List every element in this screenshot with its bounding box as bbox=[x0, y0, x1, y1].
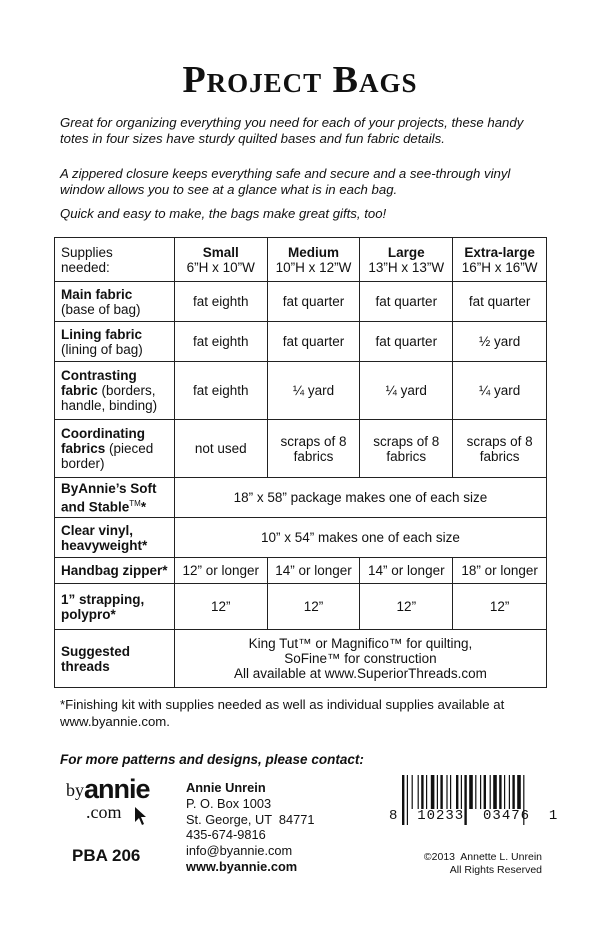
table-span-cell: 10” x 54” makes one of each size bbox=[174, 518, 546, 558]
table-span-cell: 18” x 58” package makes one of each size bbox=[174, 478, 546, 518]
barcode-number: 8 10233 03476 1 bbox=[389, 808, 559, 824]
row-label-note: (base of bag) bbox=[61, 301, 141, 317]
table-row bbox=[55, 630, 547, 688]
size-header-small bbox=[174, 238, 267, 282]
contact-address bbox=[186, 780, 315, 875]
table-cell: 12” bbox=[360, 584, 453, 630]
table-header-row bbox=[55, 238, 547, 282]
contact-heading: For more patterns and designs, please contact: bbox=[60, 752, 364, 767]
copyright-line: ©2013 Annette L. Unrein bbox=[423, 851, 542, 863]
footnote: *Finishing kit with supplies needed as well as individual supplies available at www.byannie.com. bbox=[60, 697, 505, 729]
row-label-bold: Contrasting fabric bbox=[61, 368, 137, 398]
size-name: Medium bbox=[288, 244, 340, 260]
row-label-handbag-zipper bbox=[55, 558, 175, 584]
size-dims: 6”H x 10”W bbox=[186, 259, 255, 275]
size-dims: 13”H x 13”W bbox=[368, 259, 445, 275]
table-cell: ¼ yard bbox=[360, 362, 453, 420]
contact-phone: 435-674-9816 bbox=[186, 827, 266, 843]
copyright bbox=[394, 851, 542, 877]
table-cell: fat quarter bbox=[360, 322, 453, 362]
table-cell: ¼ yard bbox=[453, 362, 547, 420]
row-label-strapping bbox=[55, 584, 175, 630]
row-label-coordinating-fabrics bbox=[55, 420, 175, 478]
table-cell: 12” bbox=[174, 584, 267, 630]
table-cell: scraps of 8 fabrics bbox=[453, 420, 547, 478]
row-label-bold: 1” strapping, polypro* bbox=[61, 591, 145, 622]
row-label-contrasting-fabric bbox=[55, 362, 175, 420]
table-cell: fat quarter bbox=[453, 282, 547, 322]
row-label-bold: Clear vinyl, heavyweight* bbox=[61, 522, 148, 553]
table-cell: not used bbox=[174, 420, 267, 478]
table-cell: 12” or longer bbox=[174, 558, 267, 584]
table-row bbox=[55, 558, 547, 584]
size-header-large bbox=[360, 238, 453, 282]
table-row bbox=[55, 518, 547, 558]
table-cell: fat eighth bbox=[174, 282, 267, 322]
table-cell: 12” bbox=[267, 584, 360, 630]
contact-po-box: P. O. Box 1003 bbox=[186, 795, 272, 811]
size-dims: 10”H x 12”W bbox=[275, 259, 352, 275]
contact-city: St. George, UT 84771 bbox=[186, 811, 315, 827]
mouse-cursor-icon bbox=[134, 806, 148, 826]
table-cell: fat quarter bbox=[267, 322, 360, 362]
trademark-mark: TM bbox=[129, 498, 141, 508]
row-label-note: (pieced border) bbox=[61, 441, 154, 471]
supplies-needed-header bbox=[55, 238, 175, 282]
table-cell: 18” or longer bbox=[453, 558, 547, 584]
table-cell: fat quarter bbox=[360, 282, 453, 322]
row-label-asterisk: * bbox=[140, 499, 147, 515]
table-cell: scraps of 8 fabrics bbox=[360, 420, 453, 478]
table-row bbox=[55, 478, 547, 518]
contact-email[interactable]: info@byannie.com bbox=[186, 843, 293, 859]
table-row bbox=[55, 584, 547, 630]
contact-name: Annie Unrein bbox=[186, 780, 266, 795]
row-label-bold: Lining fabric bbox=[61, 326, 142, 342]
header-label-line2: needed: bbox=[61, 259, 110, 275]
table-cell: ¼ yard bbox=[267, 362, 360, 420]
pattern-number: PBA 206 bbox=[72, 846, 141, 865]
table-cell: ½ yard bbox=[453, 322, 547, 362]
threads-line: King Tut™ or Magnifico™ for quilting, bbox=[248, 636, 473, 651]
table-cell: 12” bbox=[453, 584, 547, 630]
row-label-bold: ByAnnie’s Soft and Stable bbox=[61, 480, 157, 515]
byannie-logo bbox=[66, 776, 166, 836]
size-name: Small bbox=[202, 244, 239, 260]
size-header-extra-large bbox=[453, 238, 547, 282]
row-label-main-fabric bbox=[55, 282, 175, 322]
size-header-medium bbox=[267, 238, 360, 282]
table-span-cell bbox=[174, 630, 546, 688]
row-label-note: (borders, handle, binding) bbox=[61, 383, 158, 413]
row-label-threads bbox=[55, 630, 175, 688]
page-title: Project Bags bbox=[182, 59, 418, 101]
table-row bbox=[55, 282, 547, 322]
logo-annie: annie bbox=[84, 774, 150, 804]
header-label-line1: Supplies bbox=[61, 244, 113, 260]
intro-paragraph: Quick and easy to make, the bags make great gifts, too! bbox=[60, 206, 387, 221]
intro-paragraph: Great for organizing everything you need for each of your projects, these handy totes in four sizes have sturdy quilted bases and fun fabric details. bbox=[60, 115, 524, 146]
supplies-table bbox=[54, 237, 547, 688]
table-cell: fat eighth bbox=[174, 322, 267, 362]
table-cell: scraps of 8 fabrics bbox=[267, 420, 360, 478]
table-cell: 14” or longer bbox=[267, 558, 360, 584]
row-label-bold: Handbag zipper* bbox=[61, 563, 168, 578]
table-row bbox=[55, 362, 547, 420]
copyright-line: All Rights Reserved bbox=[449, 864, 542, 876]
row-label-bold: Coordinating fabrics bbox=[61, 426, 145, 456]
row-label-soft-and-stable bbox=[55, 478, 175, 518]
row-label-clear-vinyl bbox=[55, 518, 175, 558]
table-row bbox=[55, 322, 547, 362]
table-cell: fat quarter bbox=[267, 282, 360, 322]
table-cell: 14” or longer bbox=[360, 558, 453, 584]
row-label-bold: Suggested threads bbox=[61, 643, 131, 674]
size-dims: 16”H x 16”W bbox=[461, 259, 538, 275]
logo-by: by bbox=[66, 780, 84, 800]
size-name: Extra-large bbox=[464, 244, 535, 260]
row-label-bold: Main fabric bbox=[61, 286, 133, 302]
logo-com: .com bbox=[86, 802, 122, 822]
contact-website[interactable]: www.byannie.com bbox=[186, 858, 298, 874]
row-label-note: (lining of bag) bbox=[61, 341, 143, 357]
row-label-lining-fabric bbox=[55, 322, 175, 362]
table-row bbox=[55, 420, 547, 478]
size-name: Large bbox=[387, 244, 425, 260]
table-cell: fat eighth bbox=[174, 362, 267, 420]
threads-line: SoFine™ for construction bbox=[284, 651, 437, 666]
intro-paragraph: A zippered closure keeps everything safe and secure and a see-through vinyl window allows you to see at a glance what is in each bag. bbox=[60, 166, 511, 197]
threads-line: All available at www.SuperiorThreads.com bbox=[234, 666, 487, 681]
